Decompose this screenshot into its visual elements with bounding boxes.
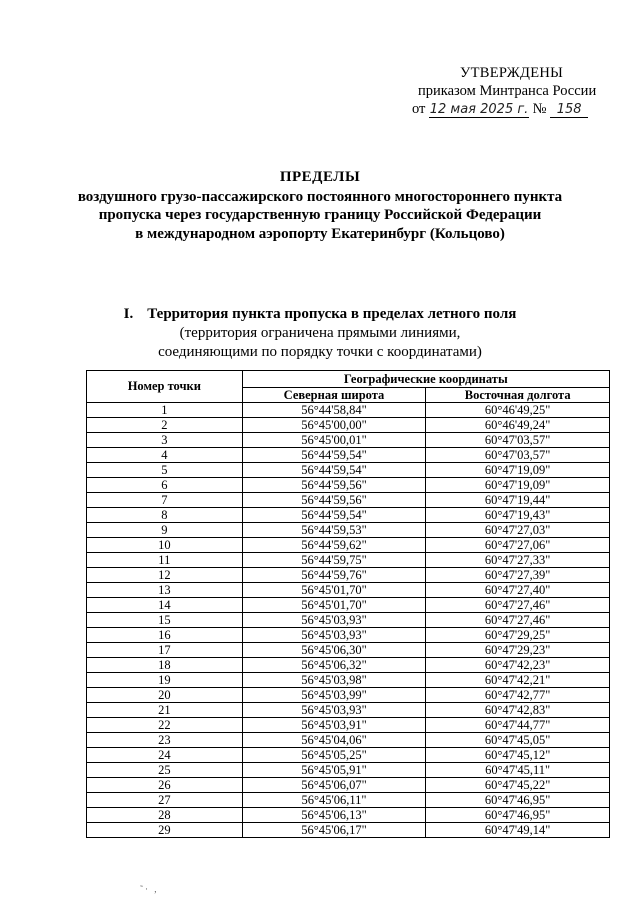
longitude-cell: 60°47'27,46" (426, 613, 610, 628)
approval-order: приказом Минтранса России (418, 83, 597, 99)
latitude-cell: 56°44'58,84" (242, 403, 426, 418)
point-number-cell: 11 (87, 553, 243, 568)
longitude-cell: 60°47'49,14" (426, 823, 610, 838)
number-label: № (532, 101, 547, 117)
table-row (87, 823, 610, 838)
longitude-cell: 60°47'03,57" (426, 448, 610, 463)
latitude-cell: 56°45'00,00" (242, 418, 426, 433)
latitude-cell: 56°44'59,54" (242, 463, 426, 478)
longitude-cell: 60°47'45,11" (426, 763, 610, 778)
document-title (0, 168, 640, 243)
section-note-line: (территория ограничена прямыми линиями, (179, 325, 461, 341)
point-number-cell: 26 (87, 778, 243, 793)
longitude-cell: 60°47'27,40" (426, 583, 610, 598)
longitude-cell: 60°47'27,39" (426, 568, 610, 583)
table-row (87, 568, 610, 583)
table-row (87, 478, 610, 493)
latitude-cell: 56°44'59,54" (242, 508, 426, 523)
latitude-cell: 56°44'59,75" (242, 553, 426, 568)
scan-mark: ˜· , (140, 884, 159, 894)
latitude-cell: 56°45'03,93" (242, 628, 426, 643)
point-number-cell: 22 (87, 718, 243, 733)
point-number-cell: 21 (87, 703, 243, 718)
point-number-cell: 3 (87, 433, 243, 448)
approval-block (412, 64, 602, 118)
longitude-cell: 60°47'27,46" (426, 598, 610, 613)
point-number-cell: 6 (87, 478, 243, 493)
table-row (87, 598, 610, 613)
latitude-cell: 56°45'00,01" (242, 433, 426, 448)
latitude-cell: 56°45'04,06" (242, 733, 426, 748)
table-row (87, 658, 610, 673)
point-number-cell: 23 (87, 733, 243, 748)
longitude-cell: 60°47'27,06" (426, 538, 610, 553)
longitude-cell: 60°47'42,83" (426, 703, 610, 718)
table-row (87, 733, 610, 748)
table-row (87, 703, 610, 718)
point-number-cell: 12 (87, 568, 243, 583)
point-number-cell: 28 (87, 808, 243, 823)
latitude-cell: 56°44'59,53" (242, 523, 426, 538)
section-heading (0, 305, 640, 324)
point-number-cell: 15 (87, 613, 243, 628)
latitude-cell: 56°45'03,98" (242, 673, 426, 688)
latitude-cell: 56°44'59,56" (242, 493, 426, 508)
table-row (87, 448, 610, 463)
longitude-cell: 60°47'03,57" (426, 433, 610, 448)
longitude-cell: 60°47'19,43" (426, 508, 610, 523)
latitude-cell: 56°44'59,56" (242, 478, 426, 493)
header-longitude: Восточная долгота (426, 388, 610, 403)
latitude-cell: 56°45'03,91" (242, 718, 426, 733)
point-number-cell: 18 (87, 658, 243, 673)
approval-date-line (412, 100, 602, 118)
title-line: пропуска через государственную границу Российской Федерации (98, 207, 542, 223)
latitude-cell: 56°45'06,11" (242, 793, 426, 808)
point-number-cell: 19 (87, 673, 243, 688)
point-number-cell: 29 (87, 823, 243, 838)
latitude-cell: 56°44'59,54" (242, 448, 426, 463)
point-number-cell: 16 (87, 628, 243, 643)
longitude-cell: 60°47'29,23" (426, 643, 610, 658)
longitude-cell: 60°46'49,25" (426, 403, 610, 418)
latitude-cell: 56°45'01,70" (242, 598, 426, 613)
coordinates-table (86, 370, 610, 838)
point-number-cell: 2 (87, 418, 243, 433)
latitude-cell: 56°44'59,62" (242, 538, 426, 553)
header-latitude: Северная широта (242, 388, 426, 403)
handwritten-number: 158 (556, 102, 582, 117)
longitude-cell: 60°47'19,09" (426, 478, 610, 493)
table-row (87, 493, 610, 508)
approval-title: УТВЕРЖДЕНЫ (460, 65, 564, 81)
table-body (87, 403, 610, 838)
longitude-cell: 60°47'46,95" (426, 793, 610, 808)
table-row (87, 508, 610, 523)
title-line: в международном аэропорту Екатеринбург (Кольцово) (135, 225, 505, 242)
table-row (87, 523, 610, 538)
longitude-cell: 60°47'45,05" (426, 733, 610, 748)
point-number-cell: 27 (87, 793, 243, 808)
longitude-cell: 60°47'29,25" (426, 628, 610, 643)
point-number-cell: 20 (87, 688, 243, 703)
section-title: Территория пункта пропуска в пределах летного поля (147, 306, 517, 322)
longitude-cell: 60°47'42,77" (426, 688, 610, 703)
table-row (87, 688, 610, 703)
latitude-cell: 56°45'06,32" (242, 658, 426, 673)
longitude-cell: 60°47'42,21" (426, 673, 610, 688)
point-number-cell: 7 (87, 493, 243, 508)
table-row (87, 553, 610, 568)
section-note-line: соединяющими по порядку точки с координатами) (158, 344, 482, 360)
latitude-cell: 56°45'01,70" (242, 583, 426, 598)
point-number-cell: 14 (87, 598, 243, 613)
section-number: I. (123, 306, 134, 322)
table-row (87, 628, 610, 643)
table-row (87, 613, 610, 628)
point-number-cell: 17 (87, 643, 243, 658)
latitude-cell: 56°45'06,30" (242, 643, 426, 658)
latitude-cell: 56°45'05,91" (242, 763, 426, 778)
table-row (87, 748, 610, 763)
table-row (87, 463, 610, 478)
table-row (87, 793, 610, 808)
number-underline (550, 102, 588, 118)
table-row (87, 643, 610, 658)
point-number-cell: 5 (87, 463, 243, 478)
latitude-cell: 56°45'05,25" (242, 748, 426, 763)
longitude-cell: 60°46'49,24" (426, 418, 610, 433)
latitude-cell: 56°45'03,93" (242, 703, 426, 718)
longitude-cell: 60°47'19,44" (426, 493, 610, 508)
longitude-cell: 60°47'27,33" (426, 553, 610, 568)
latitude-cell: 56°45'06,17" (242, 823, 426, 838)
point-number-cell: 25 (87, 763, 243, 778)
longitude-cell: 60°47'46,95" (426, 808, 610, 823)
table-row (87, 763, 610, 778)
longitude-cell: 60°47'42,23" (426, 658, 610, 673)
point-number-cell: 8 (87, 508, 243, 523)
table-row (87, 403, 610, 418)
point-number-cell: 13 (87, 583, 243, 598)
table-row (87, 433, 610, 448)
latitude-cell: 56°45'06,07" (242, 778, 426, 793)
longitude-cell: 60°47'44,77" (426, 718, 610, 733)
longitude-cell: 60°47'19,09" (426, 463, 610, 478)
latitude-cell: 56°45'06,13" (242, 808, 426, 823)
title-line: воздушного грузо-пассажирского постоянного многостороннего пункта (77, 188, 563, 205)
section-header (0, 305, 640, 362)
point-number-cell: 24 (87, 748, 243, 763)
table-row (87, 778, 610, 793)
point-number-cell: 9 (87, 523, 243, 538)
longitude-cell: 60°47'45,22" (426, 778, 610, 793)
longitude-cell: 60°47'45,12" (426, 748, 610, 763)
latitude-cell: 56°45'03,99" (242, 688, 426, 703)
latitude-cell: 56°44'59,76" (242, 568, 426, 583)
table-row (87, 418, 610, 433)
handwritten-date: 12 мая 2025 г. (429, 102, 529, 117)
point-number-cell: 4 (87, 448, 243, 463)
table-row (87, 538, 610, 553)
latitude-cell: 56°45'03,93" (242, 613, 426, 628)
table-row (87, 718, 610, 733)
point-number-cell: 1 (87, 403, 243, 418)
header-point-number: Номер точки (87, 371, 243, 403)
date-underline (429, 102, 529, 118)
longitude-cell: 60°47'27,03" (426, 523, 610, 538)
from-label: от (412, 101, 426, 117)
table-row (87, 808, 610, 823)
title-heading: ПРЕДЕЛЫ (279, 169, 361, 185)
table-row (87, 673, 610, 688)
point-number-cell: 10 (87, 538, 243, 553)
header-geo-coordinates: Географические координаты (242, 371, 609, 388)
table-row (87, 583, 610, 598)
